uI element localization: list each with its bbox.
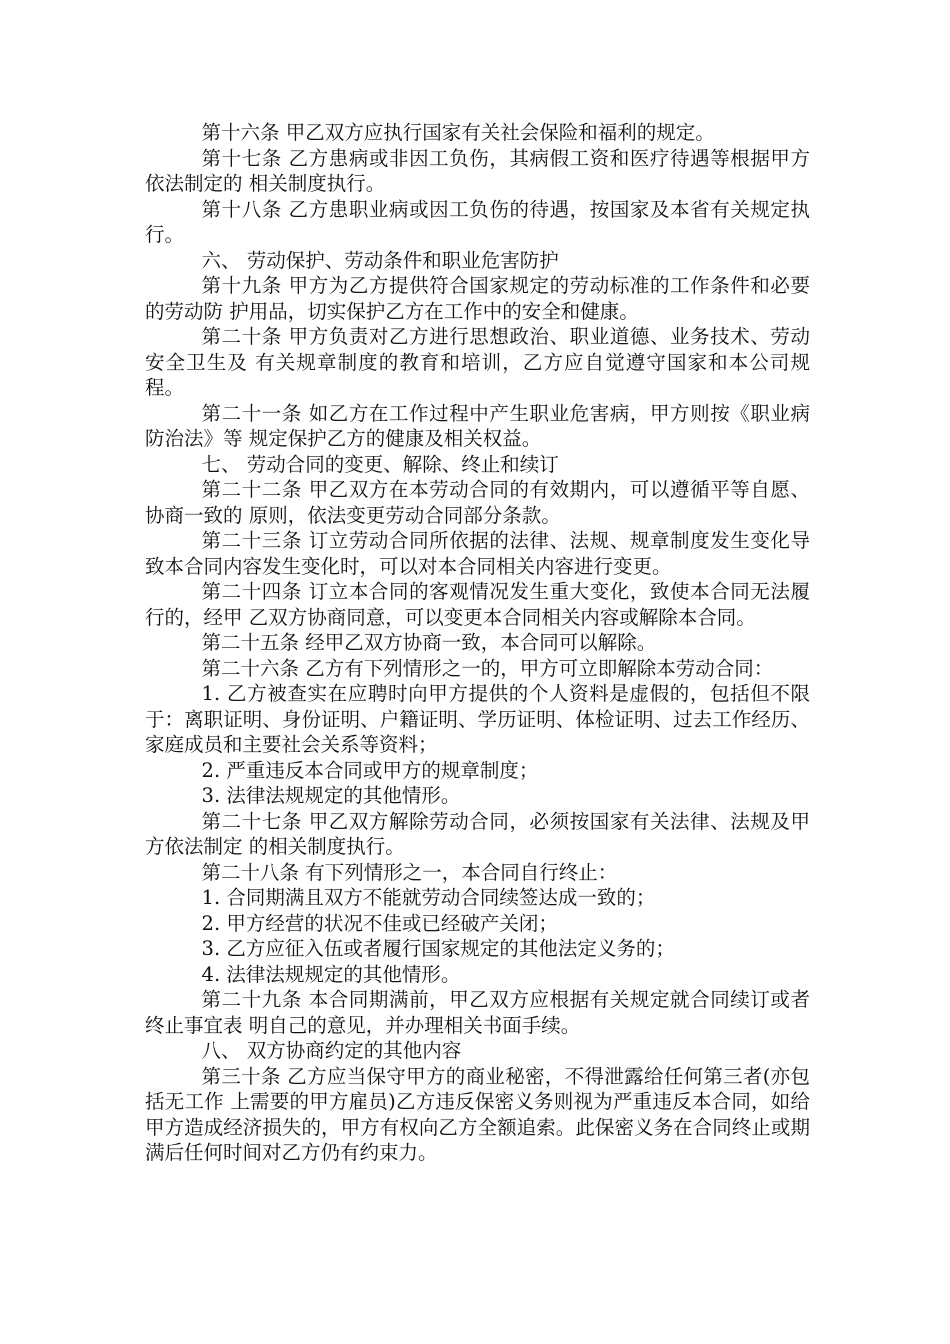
document-body	[145, 120, 810, 1166]
article-27: 第二十七条 甲乙双方解除劳动合同，必须按国家有关法律、法规及甲方依法制定 的相关制度执行。	[145, 809, 810, 858]
article-20: 第二十条 甲方负责对乙方进行思想政治、职业道德、业务技术、劳动安全卫生及 有关规章制度的教育和培训，乙方应自觉遵守国家和本公司规程。	[145, 325, 810, 399]
article-26-item-3: 3. 法律法规规定的其他情形。	[201, 784, 461, 807]
section-heading-7: 七、 劳动合同的变更、解除、终止和续订	[201, 452, 559, 476]
article-28: 第二十八条 有下列情形之一，本合同自行终止：	[201, 860, 618, 884]
article-26-item-1: 1. 乙方被查实在应聘时向甲方提供的个人资料是虚假的，包括但不限于：离职证明、身份证明、户籍证明、学历证明、体检证明、过去工作经历、家庭成员和主要社会关系等资料；	[145, 682, 810, 756]
article-28-item-2: 2. 甲方经营的状况不佳或已经破产关闭；	[201, 911, 558, 935]
article-18: 第十八条 乙方患职业病或因工负伤的待遇，按国家及本省有关规定执行。	[145, 197, 810, 246]
article-29: 第二十九条 本合同期满前，甲乙双方应根据有关规定就合同续订或者终止事宜表 明自己的意见，并办理相关书面手续。	[145, 988, 810, 1037]
article-17: 第十七条 乙方患病或非因工负伤，其病假工资和医疗待遇等根据甲方依法制定的 相关制度执行。	[145, 146, 810, 195]
section-heading-8: 八、 双方协商约定的其他内容	[201, 1039, 462, 1062]
article-24: 第二十四条 订立本合同的客观情况发生重大变化，致使本合同无法履行的，经甲 乙双方协商同意，可以变更本合同相关内容或解除本合同。	[145, 580, 810, 629]
article-30: 第三十条 乙方应当保守甲方的商业秘密，不得泄露给任何第三者(亦包括无工作 上需要的甲方雇员)乙方违反保密义务则视为严重违反本合同，如给甲方造成经济损失的，甲方有权向乙方全额追索。此保密义务在合同终止或期满后任何时间对乙方仍有约束力。	[145, 1064, 810, 1164]
article-21: 第二十一条 如乙方在工作过程中产生职业危害病，甲方则按《职业病防治法》等 规定保护乙方的健康及相关权益。	[145, 401, 810, 450]
article-26-item-2: 2. 严重违反本合同或甲方的规章制度；	[201, 758, 539, 782]
article-22: 第二十二条 甲乙双方在本劳动合同的有效期内，可以遵循平等自愿、协商一致的 原则，依法变更劳动合同部分条款。	[145, 478, 810, 527]
article-16: 第十六条 甲乙双方应执行国家有关社会保险和福利的规定。	[201, 121, 715, 144]
article-26: 第二十六条 乙方有下列情形之一的，甲方可立即解除本劳动合同：	[201, 656, 774, 680]
section-heading-6: 六、 劳动保护、劳动条件和职业危害防护	[201, 248, 559, 272]
article-25: 第二十五条 经甲乙双方协商一致，本合同可以解除。	[201, 631, 657, 654]
article-19: 第十九条 甲方为乙方提供符合国家规定的劳动标准的工作条件和必要的劳动防 护用品，切实保护乙方在工作中的安全和健康。	[145, 274, 810, 323]
article-28-item-1: 1. 合同期满且双方不能就劳动合同续签达成一致的；	[201, 886, 656, 909]
article-28-item-3: 3. 乙方应征入伍或者履行国家规定的其他法定义务的；	[201, 937, 675, 960]
article-23: 第二十三条 订立劳动合同所依据的法律、法规、规章制度发生变化导致本合同内容发生变化时，可以对本合同相关内容进行变更。	[145, 529, 810, 578]
article-28-item-4: 4. 法律法规规定的其他情形。	[201, 962, 461, 986]
